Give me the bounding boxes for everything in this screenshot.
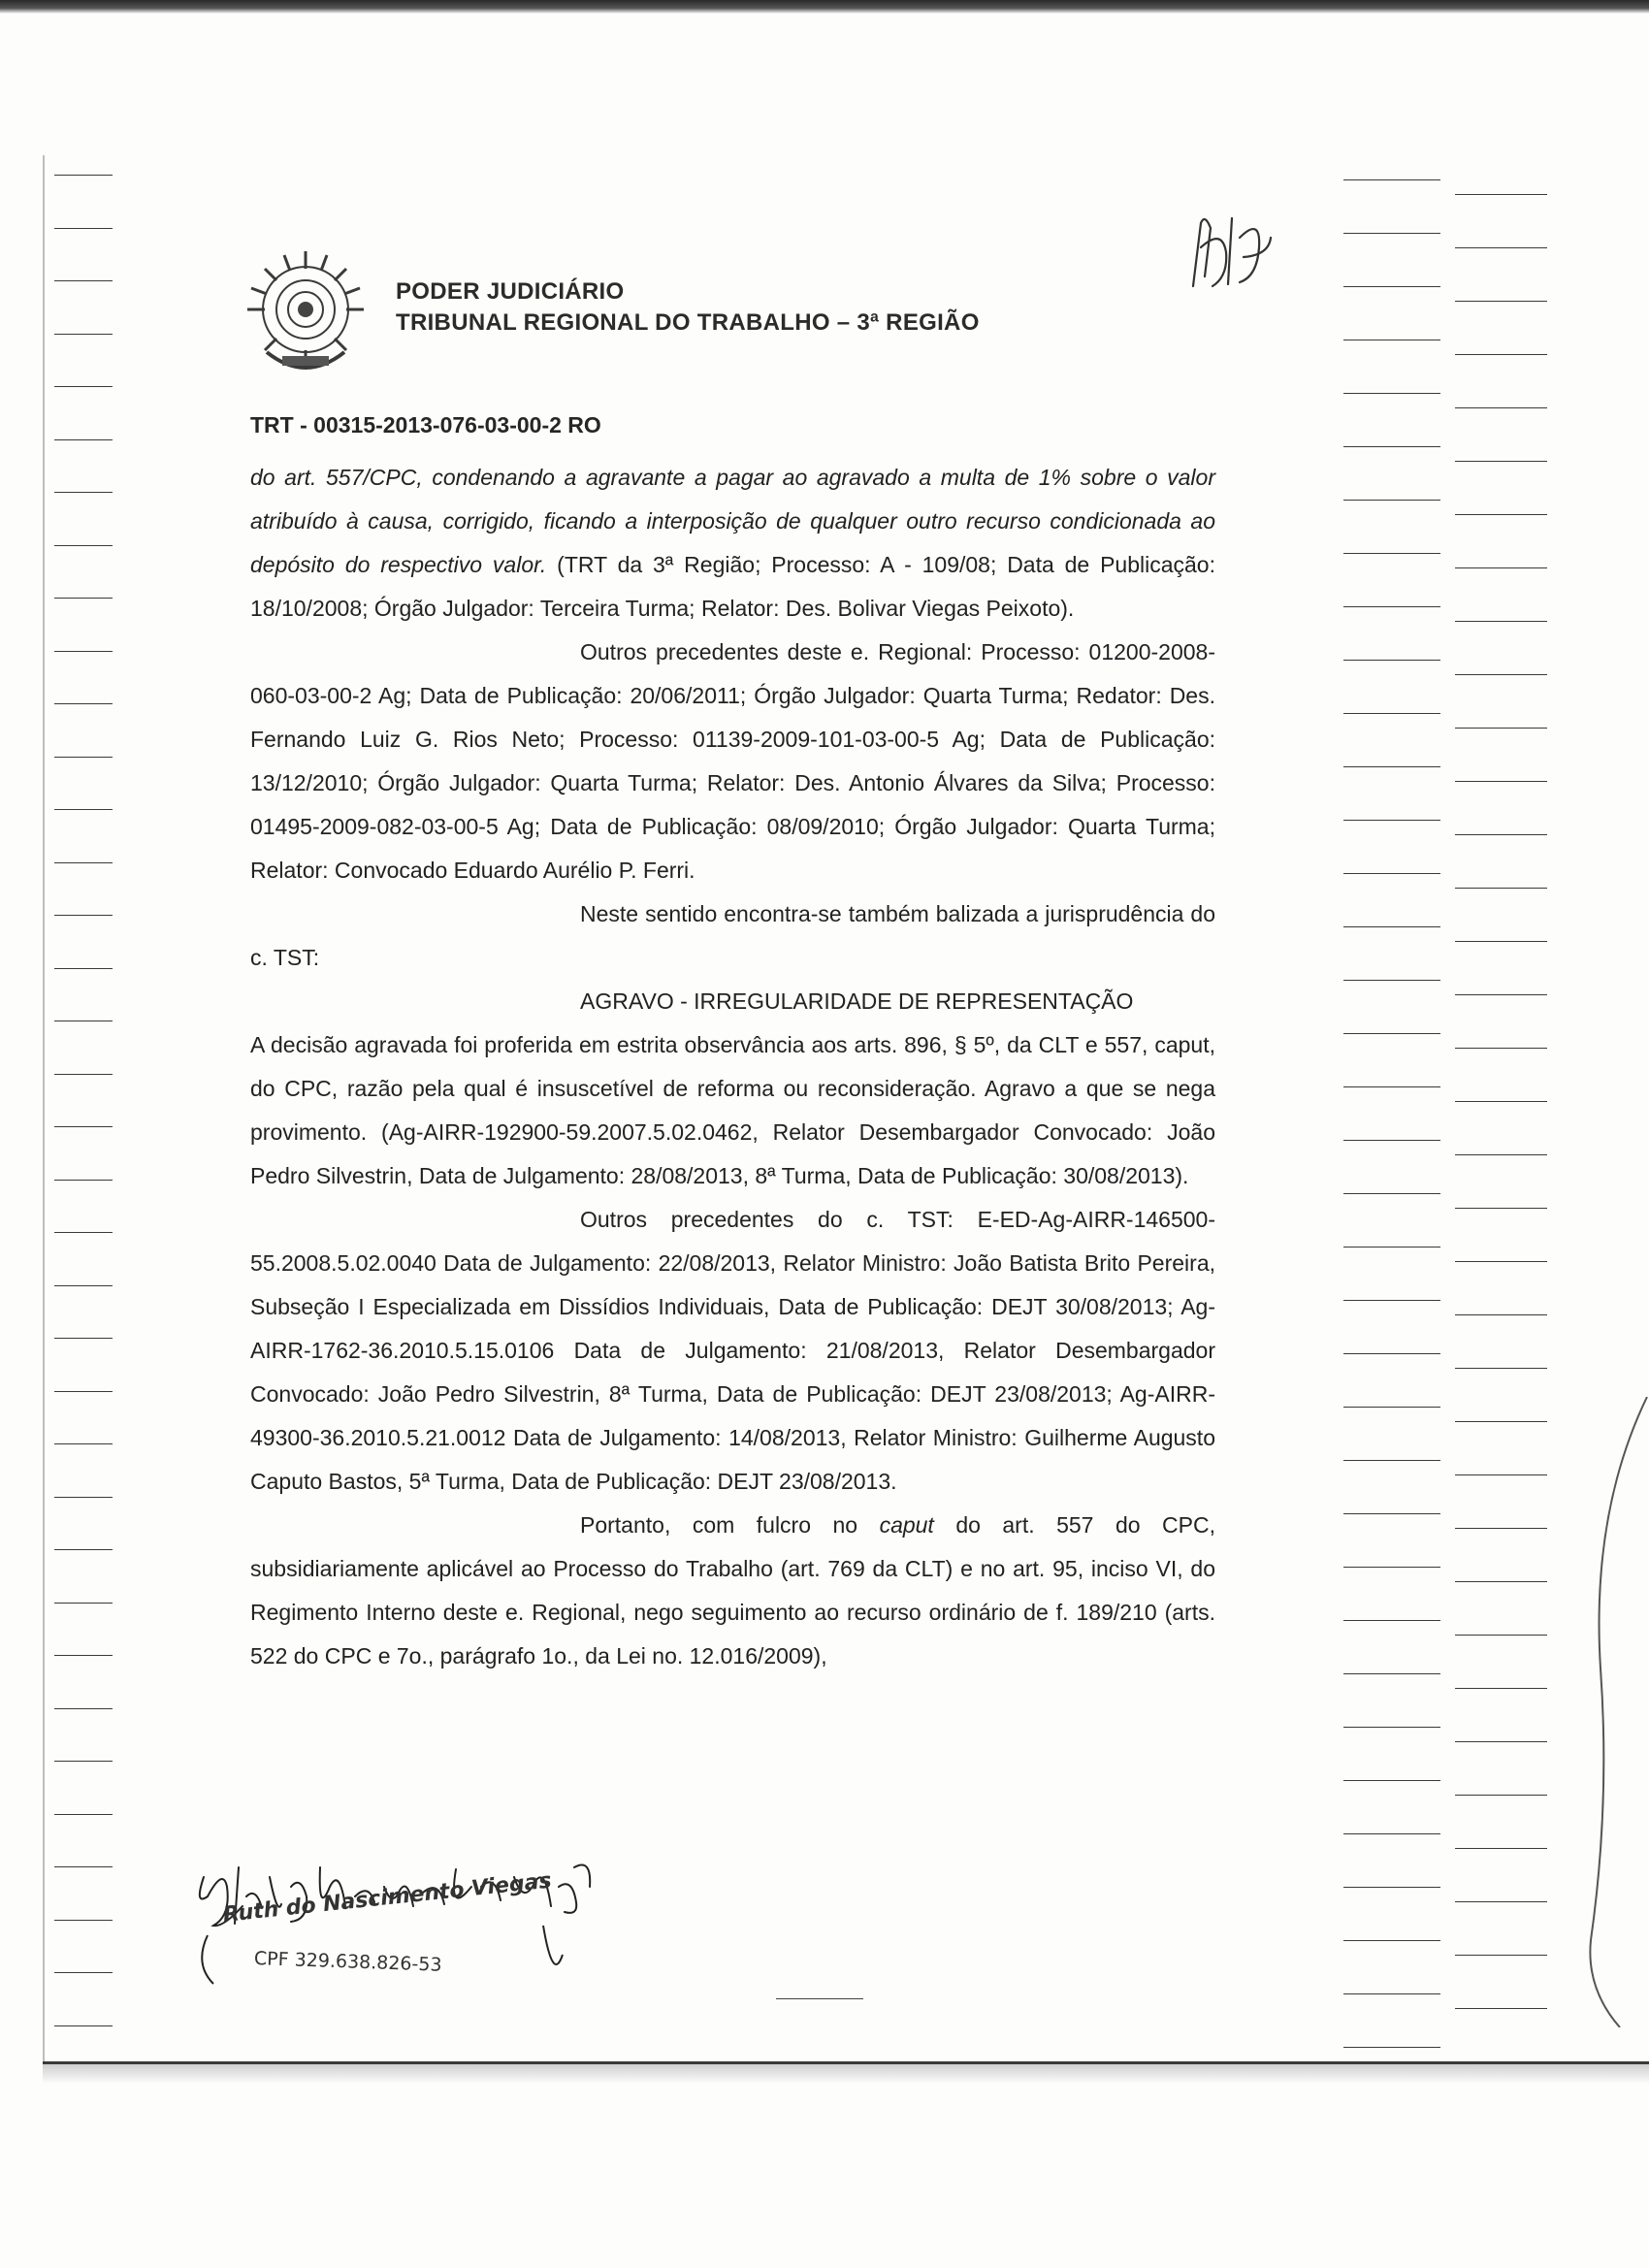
margin-rule [1455, 1421, 1547, 1422]
margin-rule [1343, 446, 1440, 447]
margin-rule [1455, 888, 1547, 889]
margin-rule [1455, 728, 1547, 729]
margin-rule [1455, 621, 1547, 622]
right-margin-lines-outer [1455, 0, 1552, 2268]
margin-rule [1343, 1407, 1440, 1408]
left-margin-lines [47, 0, 124, 2268]
margin-rule [54, 175, 113, 176]
margin-rule [1455, 194, 1547, 195]
margin-rule [1455, 1048, 1547, 1049]
paragraph-2: Outros precedentes deste e. Regional: Processo: 01200-2008-060-03-00-2 Ag; Data de Publicação: 20/06/2011; Órgão Julgador: Quarta Turma; Redator: Des. Fernando Luiz G. Rios Neto; Processo: 01139-2009-101-03-00-5 Ag; Data de Publicação: 13/12/2010; Órgão Julgador: Quarta Turma; Relator: Des. Antonio Álvares da Silva; Processo: 01495-2009-082-03-00-5 Ag; Data de Publicação: 08/09/2010; Órgão Julgador: Quarta Turma; Relator: Convocado Eduardo Aurélio P. Ferri. [250, 639, 1215, 883]
margin-rule [1455, 1688, 1547, 1689]
margin-rule [1343, 179, 1440, 180]
margin-rule [1343, 926, 1440, 927]
margin-rule [1343, 286, 1440, 287]
margin-rule [1455, 1154, 1547, 1155]
margin-rule [54, 1761, 113, 1762]
paragraph-1 [250, 456, 1215, 631]
margin-rule [1343, 1300, 1440, 1301]
organization-name [396, 276, 980, 339]
margin-rule [1343, 1673, 1440, 1674]
margin-rule [54, 968, 113, 969]
margin-rule [1343, 1620, 1440, 1621]
margin-rule [1455, 1955, 1547, 1956]
margin-rule [54, 598, 113, 599]
margin-rule [1455, 407, 1547, 408]
margin-rule [1455, 354, 1547, 355]
margin-rule [1343, 233, 1440, 234]
margin-rule [1343, 1193, 1440, 1194]
margin-rule [1455, 514, 1547, 515]
margin-rule [54, 1126, 113, 1127]
margin-rule [54, 228, 113, 229]
short-rule [776, 1998, 863, 1999]
signer-cpf: CPF 329.638.826-53 [253, 1948, 442, 1976]
margin-rule [1343, 1086, 1440, 1087]
margin-rule [1343, 873, 1440, 874]
handwritten-initials-icon [1183, 209, 1276, 296]
margin-rule [54, 1549, 113, 1550]
margin-rule [1343, 660, 1440, 661]
margin-rule [1343, 1513, 1440, 1514]
coat-of-arms-icon [238, 247, 373, 383]
margin-rule [54, 1338, 113, 1339]
margin-rule [1455, 834, 1547, 835]
margin-rule [54, 757, 113, 758]
margin-rule [1455, 1101, 1547, 1102]
margin-rule [1343, 1460, 1440, 1461]
margin-rule [54, 1285, 113, 1286]
paragraph-4: A decisão agravada foi proferida em estrita observância aos arts. 896, § 5º, da CLT e 557, caput, do CPC, razão pela qual é insuscetível de reforma ou reconsideração. Agravo a que se nega provimento. (Ag-AIRR-192900-59.2007.5.02.0462, Relator Desembargador Convocado: João Pedro Silvestrin, Data de Julgamento: 28/08/2013, 8ª Turma, Data de Publicação: 30/08/2013). [250, 1032, 1215, 1188]
paragraph-6 [250, 1504, 1215, 1678]
margin-rule [1343, 1887, 1440, 1888]
margin-rule [1455, 1795, 1547, 1796]
margin-rule [1455, 301, 1547, 302]
margin-rule [54, 1443, 113, 1444]
margin-rule [1343, 606, 1440, 607]
margin-rule [1455, 1314, 1547, 1315]
margin-rule [54, 280, 113, 281]
margin-rule [1343, 1353, 1440, 1354]
margin-rule [1455, 781, 1547, 782]
margin-rule [1343, 500, 1440, 501]
margin-rule [54, 703, 113, 704]
margin-rule [1455, 1261, 1547, 1262]
paragraph-6-b: do art. 557 do CPC, subsidiariamente aplicável ao Processo do Trabalho (art. 769 da CLT) e no art. 95, inciso VI, do Regimento Interno deste e. Regional, nego seguimento ao recurso ordinário de f. 189/210 (arts. 522 do CPC e 7o., parágrafo 1o., da Lei no. 12.016/2009), [250, 1512, 1215, 1669]
scan-fold-curve [1581, 1397, 1649, 2027]
case-number: TRT - 00315-2013-076-03-00-2 RO [250, 412, 601, 437]
margin-rule [54, 1232, 113, 1233]
signer-name: Ruth do Nascimento Viegas [221, 1868, 553, 1928]
margin-rule [54, 439, 113, 440]
margin-rule [54, 492, 113, 493]
margin-rule [54, 1920, 113, 1921]
margin-rule [1343, 1833, 1440, 1834]
margin-rule [1455, 674, 1547, 675]
margin-rule [1343, 766, 1440, 767]
margin-rule [54, 334, 113, 335]
margin-rule [1455, 1528, 1547, 1529]
paragraph-4-title: AGRAVO - IRREGULARIDADE DE REPRESENTAÇÃO [580, 988, 1134, 1014]
org-line-1: PODER JUDICIÁRIO [396, 278, 625, 305]
margin-rule [1455, 461, 1547, 462]
margin-rule [54, 1074, 113, 1075]
margin-rule [54, 1708, 113, 1709]
margin-rule [1455, 1368, 1547, 1369]
margin-rule [54, 1866, 113, 1867]
margin-rule [1455, 1901, 1547, 1902]
margin-rule [1455, 941, 1547, 942]
margin-rule [1343, 980, 1440, 981]
margin-rule [1455, 567, 1547, 568]
margin-rule [1343, 820, 1440, 821]
margin-rule [54, 915, 113, 916]
paragraph-3: Neste sentido encontra-se também balizada a jurisprudência do c. TST: [250, 901, 1215, 970]
margin-rule [1455, 994, 1547, 995]
margin-rule [1455, 1208, 1547, 1209]
margin-rule [1455, 1741, 1547, 1742]
margin-rule [1343, 713, 1440, 714]
margin-rule [1343, 393, 1440, 394]
right-margin-lines [1343, 0, 1450, 2268]
margin-rule [1343, 1727, 1440, 1728]
margin-rule [54, 1972, 113, 1973]
margin-rule [1343, 553, 1440, 554]
paragraph-6-italic: caput [879, 1512, 934, 1538]
document-header [238, 247, 1111, 383]
margin-rule [54, 1814, 113, 1815]
margin-rule [1343, 2047, 1440, 2048]
margin-rule [1455, 1581, 1547, 1582]
margin-rule [1455, 1848, 1547, 1849]
margin-rule [1455, 2008, 1547, 2009]
paragraph-6-a: Portanto, com fulcro no [580, 1512, 880, 1538]
margin-rule [1343, 1993, 1440, 1994]
margin-rule [54, 1391, 113, 1392]
margin-rule [54, 1497, 113, 1498]
margin-rule [1343, 1780, 1440, 1781]
margin-rule [1343, 1940, 1440, 1941]
paragraph-5: Outros precedentes do c. TST: E-ED-Ag-AIRR-146500-55.2008.5.02.0040 Data de Julgamento: 22/08/2013, Relator Ministro: João Batista Brito Pereira, Subseção I Especializada em Dissídios Individuais, Data de Publicação: DEJT 30/08/2013; Ag-AIRR-1762-36.2010.5.15.0106 Data de Julgamento: 21/08/2013, Relator Desembargador Convocado: João Pedro Silvestrin, 8ª Turma, Data de Publicação: DEJT 23/08/2013; Ag-AIRR-49300-36.2010.5.21.0012 Data de Julgamento: 14/08/2013, Relator Ministro: Guilherme Augusto Caputo Bastos, 5ª Turma, Data de Publicação: DEJT 23/08/2013. [250, 1207, 1215, 1494]
scan-left-edge [43, 155, 45, 2066]
margin-rule [54, 2025, 113, 2026]
margin-rule [54, 545, 113, 546]
margin-rule [54, 1180, 113, 1181]
margin-rule [54, 1655, 113, 1656]
paragraph-1-rest: (TRT da 3ª Região; Processo: A - 109/08; Data de Publicação: 18/10/2008; Órgão Julgador: Terceira Turma; Relator: Des. Bolivar Viegas Peixoto). [250, 552, 1215, 621]
paragraph-1-italic: do art. 557/CPC, condenando a agravante a pagar ao agravado a multa de 1% sobre o valor atribuído à causa, corrigido, ficando a interposição de qualquer outro recurso condicionada ao depósito do respectivo valor. [250, 465, 1215, 577]
margin-rule [1343, 1140, 1440, 1141]
margin-rule [1343, 1033, 1440, 1034]
margin-rule [1455, 1635, 1547, 1636]
document-body [250, 456, 1215, 1678]
margin-rule [54, 651, 113, 652]
margin-rule [54, 1603, 113, 1604]
margin-rule [54, 809, 113, 810]
margin-rule [1455, 1474, 1547, 1475]
org-line-2: TRIBUNAL REGIONAL DO TRABALHO – 3ª REGIÃO [396, 309, 980, 336]
margin-rule [54, 862, 113, 863]
margin-rule [54, 386, 113, 387]
margin-rule [1343, 1567, 1440, 1568]
margin-rule [1455, 247, 1547, 248]
